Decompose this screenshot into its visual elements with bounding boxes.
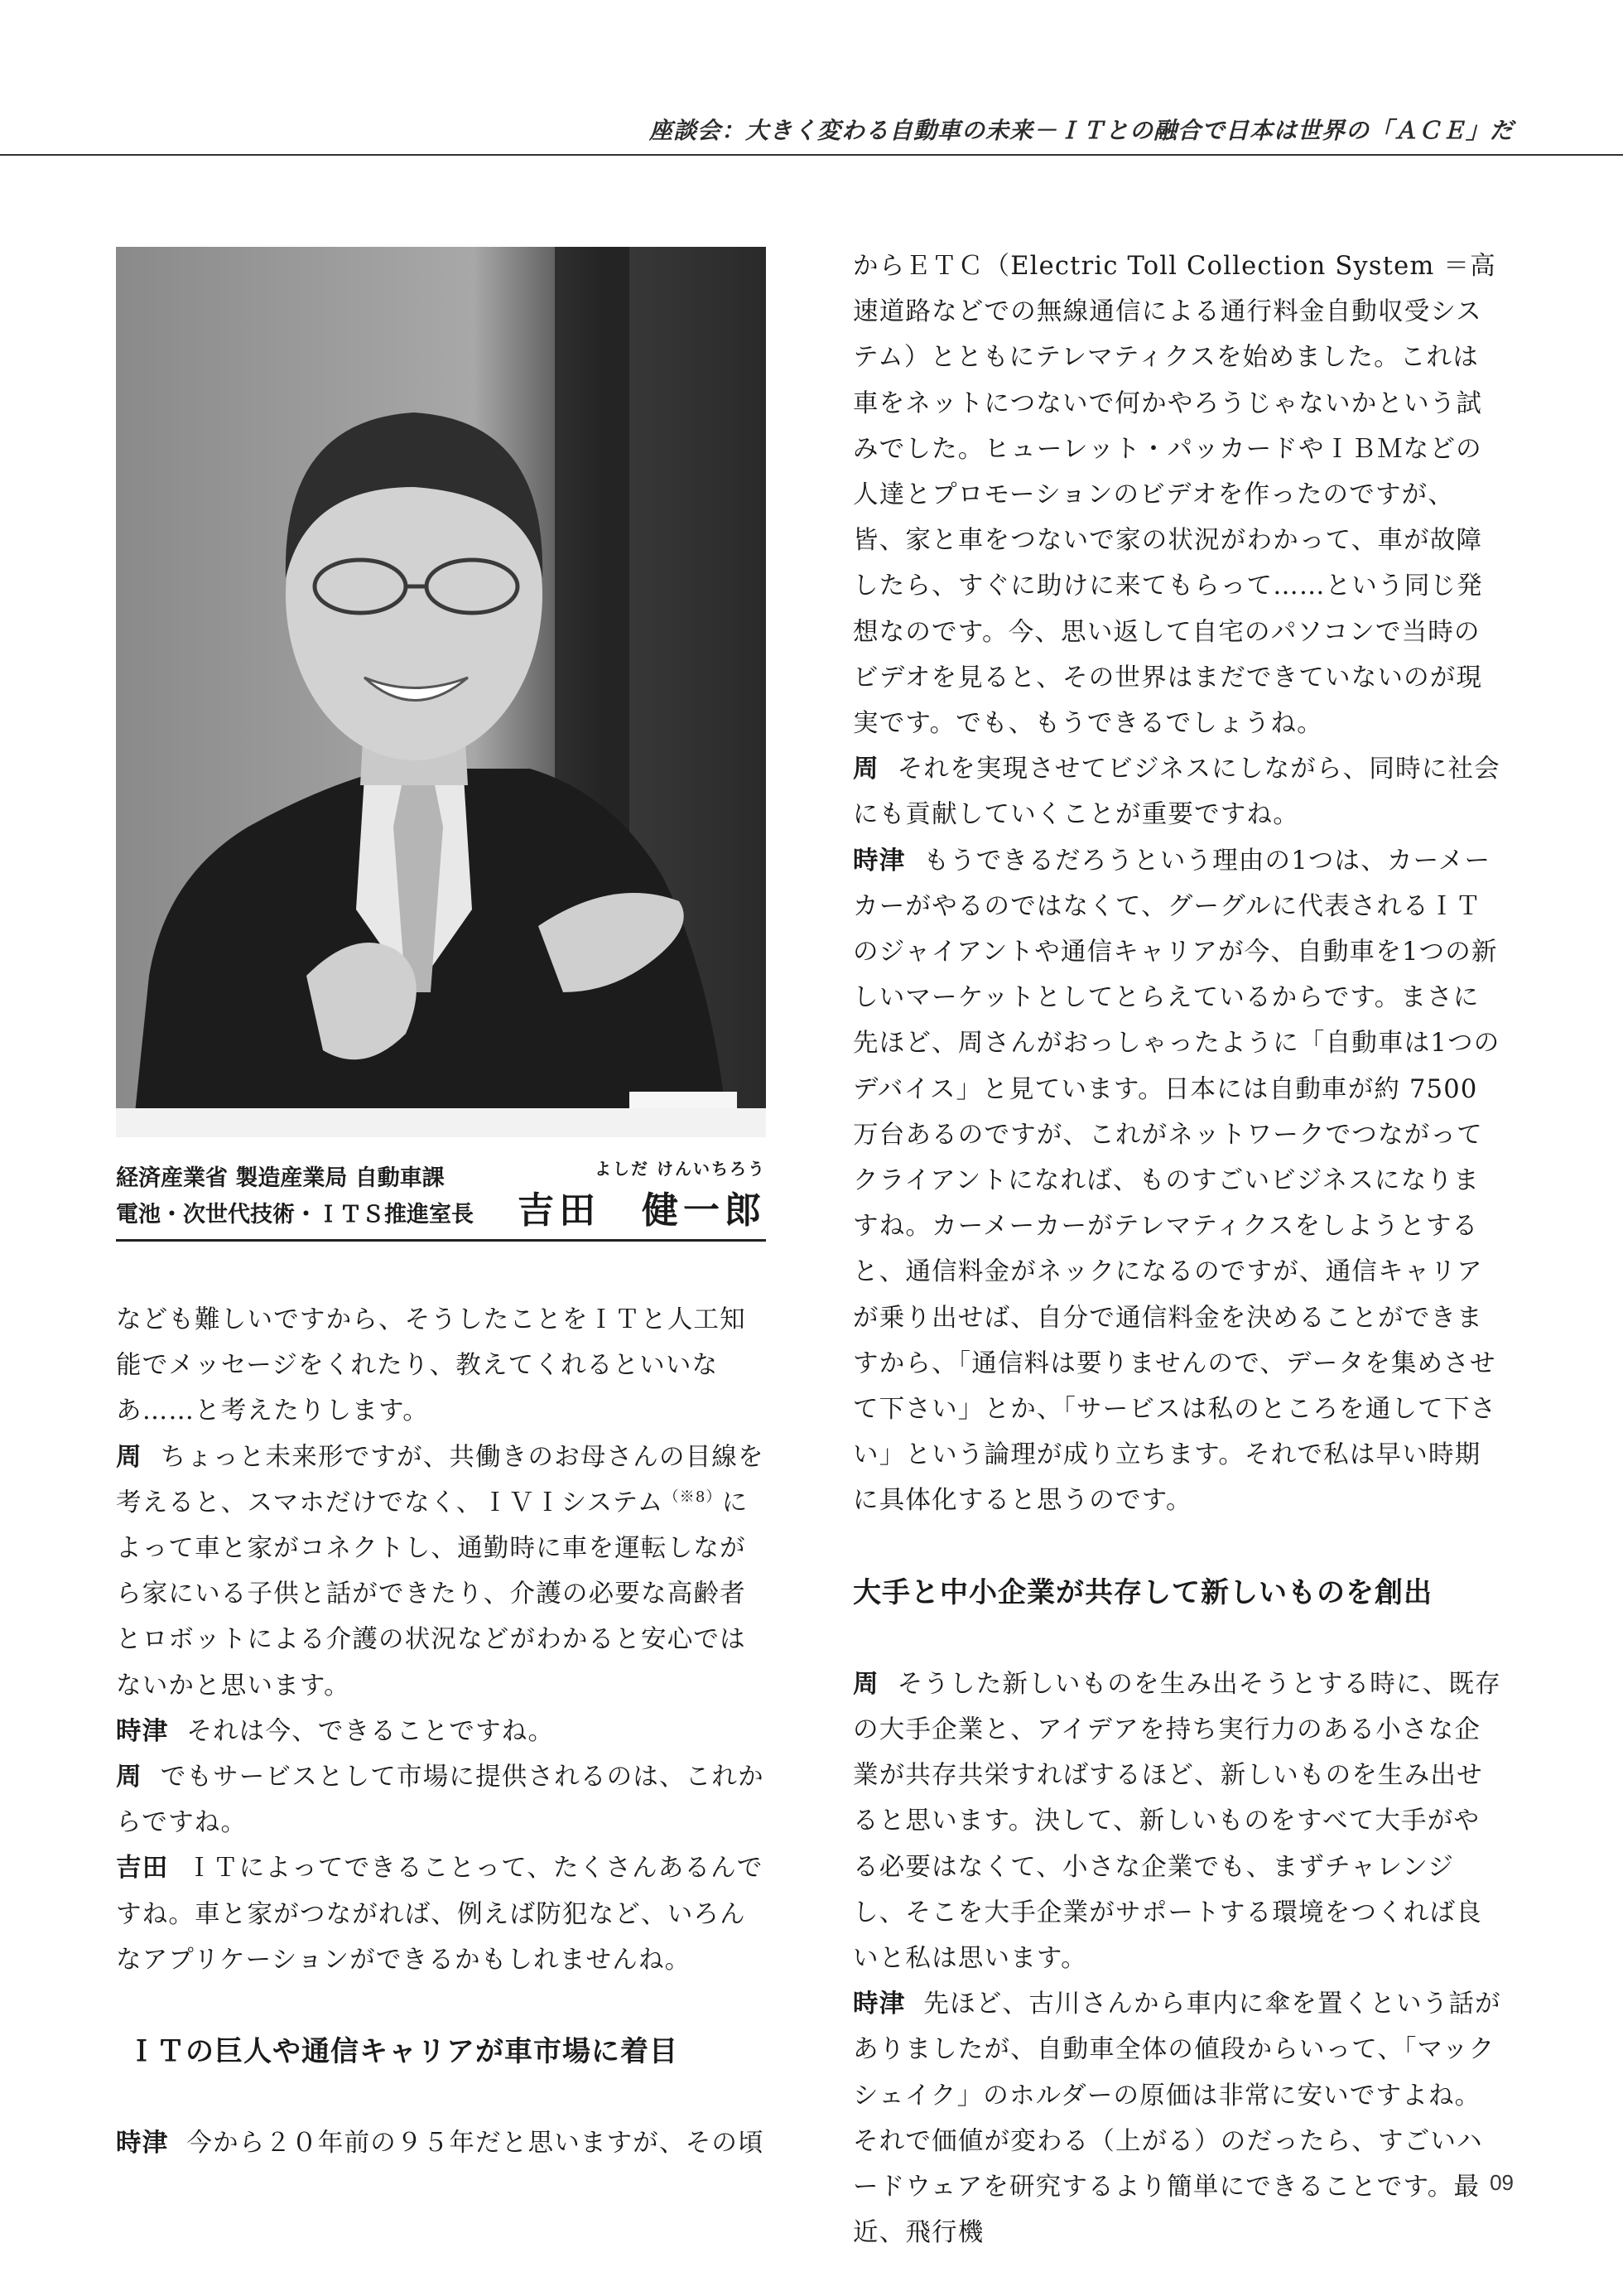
section-heading: ＩＴの巨人や通信キャリアが車市場に着目: [128, 2035, 678, 2069]
footnote-ref: （※8）: [663, 1488, 722, 1506]
paragraph-text: そうした新しいものを生み出そうとする時に、既存の大手企業と、アイデアを持ち実行力のある小さな企業が共存共栄すればするほど、新しいものを生み出せると思います。決して、新しいものをすべて大手がやる必要はなくて、小さな企業でも、まずチャレンジし、そこを大手企業がサポートする環境をつくれば良いと私は思います。: [853, 1669, 1501, 1973]
portrait-photo: [116, 247, 766, 1137]
left-column: [116, 1297, 766, 2166]
speaker-label: 時津: [116, 1716, 169, 1746]
speaker-label: 周: [116, 1442, 142, 1472]
caption-org-line2: 電池・次世代技術・ＩＴＳ推進室長: [116, 1202, 474, 1228]
paragraph: [853, 746, 1503, 837]
paragraph-text: ＩＴによってできることって、たくさんあるんですね。車と家がつながれば、例えば防犯など、いろんなアプリケーションができるかもしれませんね。: [116, 1854, 763, 1975]
caption-org-line1: 経済産業省 製造産業局 自動車課: [116, 1165, 445, 1191]
speaker-label: 周: [116, 1763, 142, 1792]
page-number: 09: [1490, 2170, 1514, 2195]
paragraph: [853, 1981, 1503, 2255]
running-head: 座談会：大きく変わる自動車の未来－ＩＴとの融合で日本は世界の「ＡＣＥ」だ: [648, 117, 1514, 144]
section-heading: 大手と中小企業が共存して新しいものを創出: [853, 1575, 1433, 1609]
paragraph-text: それを実現させてビジネスにしながら、同時に社会にも貢献していくことが重要ですね。: [853, 755, 1500, 830]
speaker-label: 周: [853, 755, 879, 784]
paragraph: [116, 1435, 766, 1709]
speaker-label: 周: [853, 1669, 879, 1699]
paragraph-text: 先ほど、古川さんから車内に傘を置くという話がありましたが、自動車全体の値段からいって、「マックシェイク」のホルダーの原価は非常に安いですよね。それで価値が変わる（上がる）のだったら、すごいハードウェアを研究するより簡単にできることです。最近、飛行機: [853, 1990, 1501, 2248]
paragraph-text: でもサービスとして市場に提供されるのは、これからですね。: [116, 1763, 764, 1838]
speaker-label: 吉田: [116, 1854, 169, 1884]
right-column: [853, 244, 1503, 2255]
speaker-label: 時津: [116, 2129, 169, 2159]
photo-caption: [116, 1155, 766, 1238]
caption-rule: [116, 1239, 766, 1242]
paragraph-text: もうできるだろうという理由の1つは、カーメーカーがやるのではなくて、グーグルに代表されるＩＴのジャイアントや通信キャリアが今、自動車を1つの新しいマーケットとしてとらえているからです。まさに先ほど、周さんがおっしゃったように「自動車は1つのデバイス」と見ています。日本には自動車が約 7500万台あるのですが、これがネットワークでつながってクライアントになれば、ものすごいビジネスになりますね。カーメーカーがテレマティクスをしようとすると、通信料金がネックになるのですが、通信キャリアが乗り出せば、自分で通信料金を決めることができますから、「通信料は要りませんので、データを集めさせて下さい」とか、「サービスは私のところを通して下さい」という論理が成り立ちます。それで私は早い時期に具体化すると思うのです。: [853, 846, 1500, 1516]
portrait-illustration: [116, 247, 766, 1137]
speaker-label: 時津: [853, 846, 906, 875]
paragraph-text: ちょっと未来形ですが、共働きのお母さんの目線を考えると、スマホだけでなく、ＩＶＩシステム: [116, 1442, 764, 1517]
paragraph: からＥＴＣ（Electric Toll Collection System ＝高速道路などでの無線通信による通行料金自動収受システム）とともにテレマティクスを始めました。これは車をネットにつないで何かやろうじゃないかという試みでした。ヒューレット・パッカードやＩＢＭなどの人達とプロモーションのビデオを作ったのですが、皆、家と車をつないで家の状況がわかって、車が故障したら、すぐに助けに来てもらって……という同じ発想なのです。今、思い返して自宅のパソコンで当時のビデオを見ると、その世界はまだできていないのが現実です。でも、もうできるでしょうね。: [853, 252, 1496, 739]
caption-organization: [116, 1160, 474, 1233]
caption-name: 吉田 健一郎: [518, 1189, 766, 1232]
paragraph: なども難しいですから、そうしたことをＩＴと人工知能でメッセージをくれたり、教えてくれるといいなあ……と考えたりします。: [116, 1305, 746, 1426]
header-rule: [0, 154, 1623, 156]
paragraph: [116, 2120, 766, 2166]
speaker-label: 時津: [853, 1990, 906, 2019]
paragraph: [853, 1662, 1503, 1981]
caption-name-ruby: よしだ けんいちろう: [595, 1159, 766, 1179]
paragraph: [853, 838, 1503, 1524]
paragraph: [116, 1845, 766, 1983]
paragraph-text: それは今、できることですね。: [186, 1716, 555, 1746]
paragraph-text: 今から２０年前の９５年だと思いますが、その頃: [186, 2129, 764, 2159]
paragraph-text: によって車と家がコネクトし、通勤時に車を運転しながら家にいる子供と話ができたり、介護の必要な高齢者とロボットによる介護の状況などがわかると安心ではないかと思います。: [116, 1488, 749, 1700]
paragraph: [116, 1754, 766, 1845]
paragraph: [116, 1709, 766, 1754]
